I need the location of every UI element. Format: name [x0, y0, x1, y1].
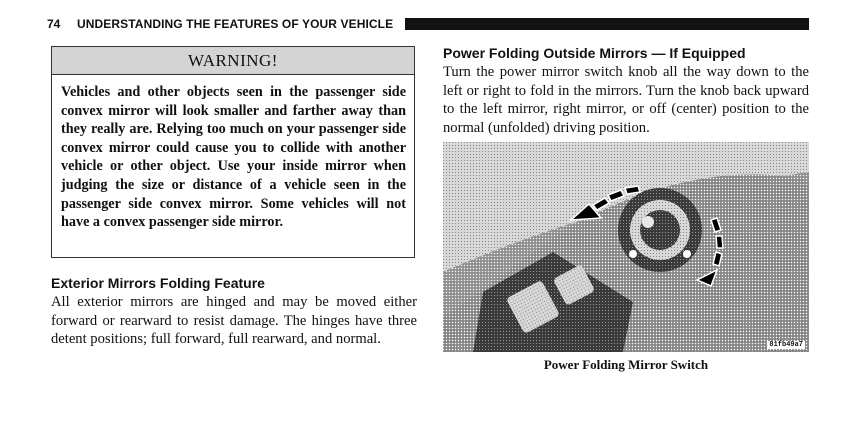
header-rule — [405, 18, 809, 30]
power-folding-heading: Power Folding Outside Mirrors — If Equipped — [443, 45, 746, 61]
power-folding-text: Turn the power mirror switch knob all the way down to the left or right to fold in the mirrors. Turn the knob back upward to the left mirror, right mirror, or off (center) position to the normal (unfolded) driving position. — [443, 64, 809, 136]
figure-caption: Power Folding Mirror Switch — [543, 357, 709, 372]
warning-box — [51, 46, 415, 258]
chapter-title: UNDERSTANDING THE FEATURES OF YOUR VEHICLE — [77, 17, 394, 31]
exterior-mirrors-heading: Exterior Mirrors Folding Feature — [51, 275, 265, 291]
page-header — [47, 16, 809, 34]
warning-text: Vehicles and other objects seen in the passenger side convex mirror will look smaller and farther away than they really are. Relying too much on your passenger side convex mirror could cause you to collide with another vehicle or other object. Use your inside mirror when judging the size or distance of a vehicle seen in the passenger side convex mirror. Some vehicles will not have a convex passenger side mirror. — [61, 84, 406, 231]
exterior-mirrors-text: All exterior mirrors are hinged and may be moved either forward or rearward to resist damage. The hinges have three detent positions; full forward, full rearward, and normal. — [51, 294, 417, 348]
mirror-switch-illustration — [443, 142, 809, 352]
image-code: 81fb49a7 — [769, 341, 803, 349]
warning-title: WARNING! — [52, 47, 414, 75]
page-number: 74 — [47, 17, 61, 31]
mirror-switch-photo — [443, 142, 809, 352]
